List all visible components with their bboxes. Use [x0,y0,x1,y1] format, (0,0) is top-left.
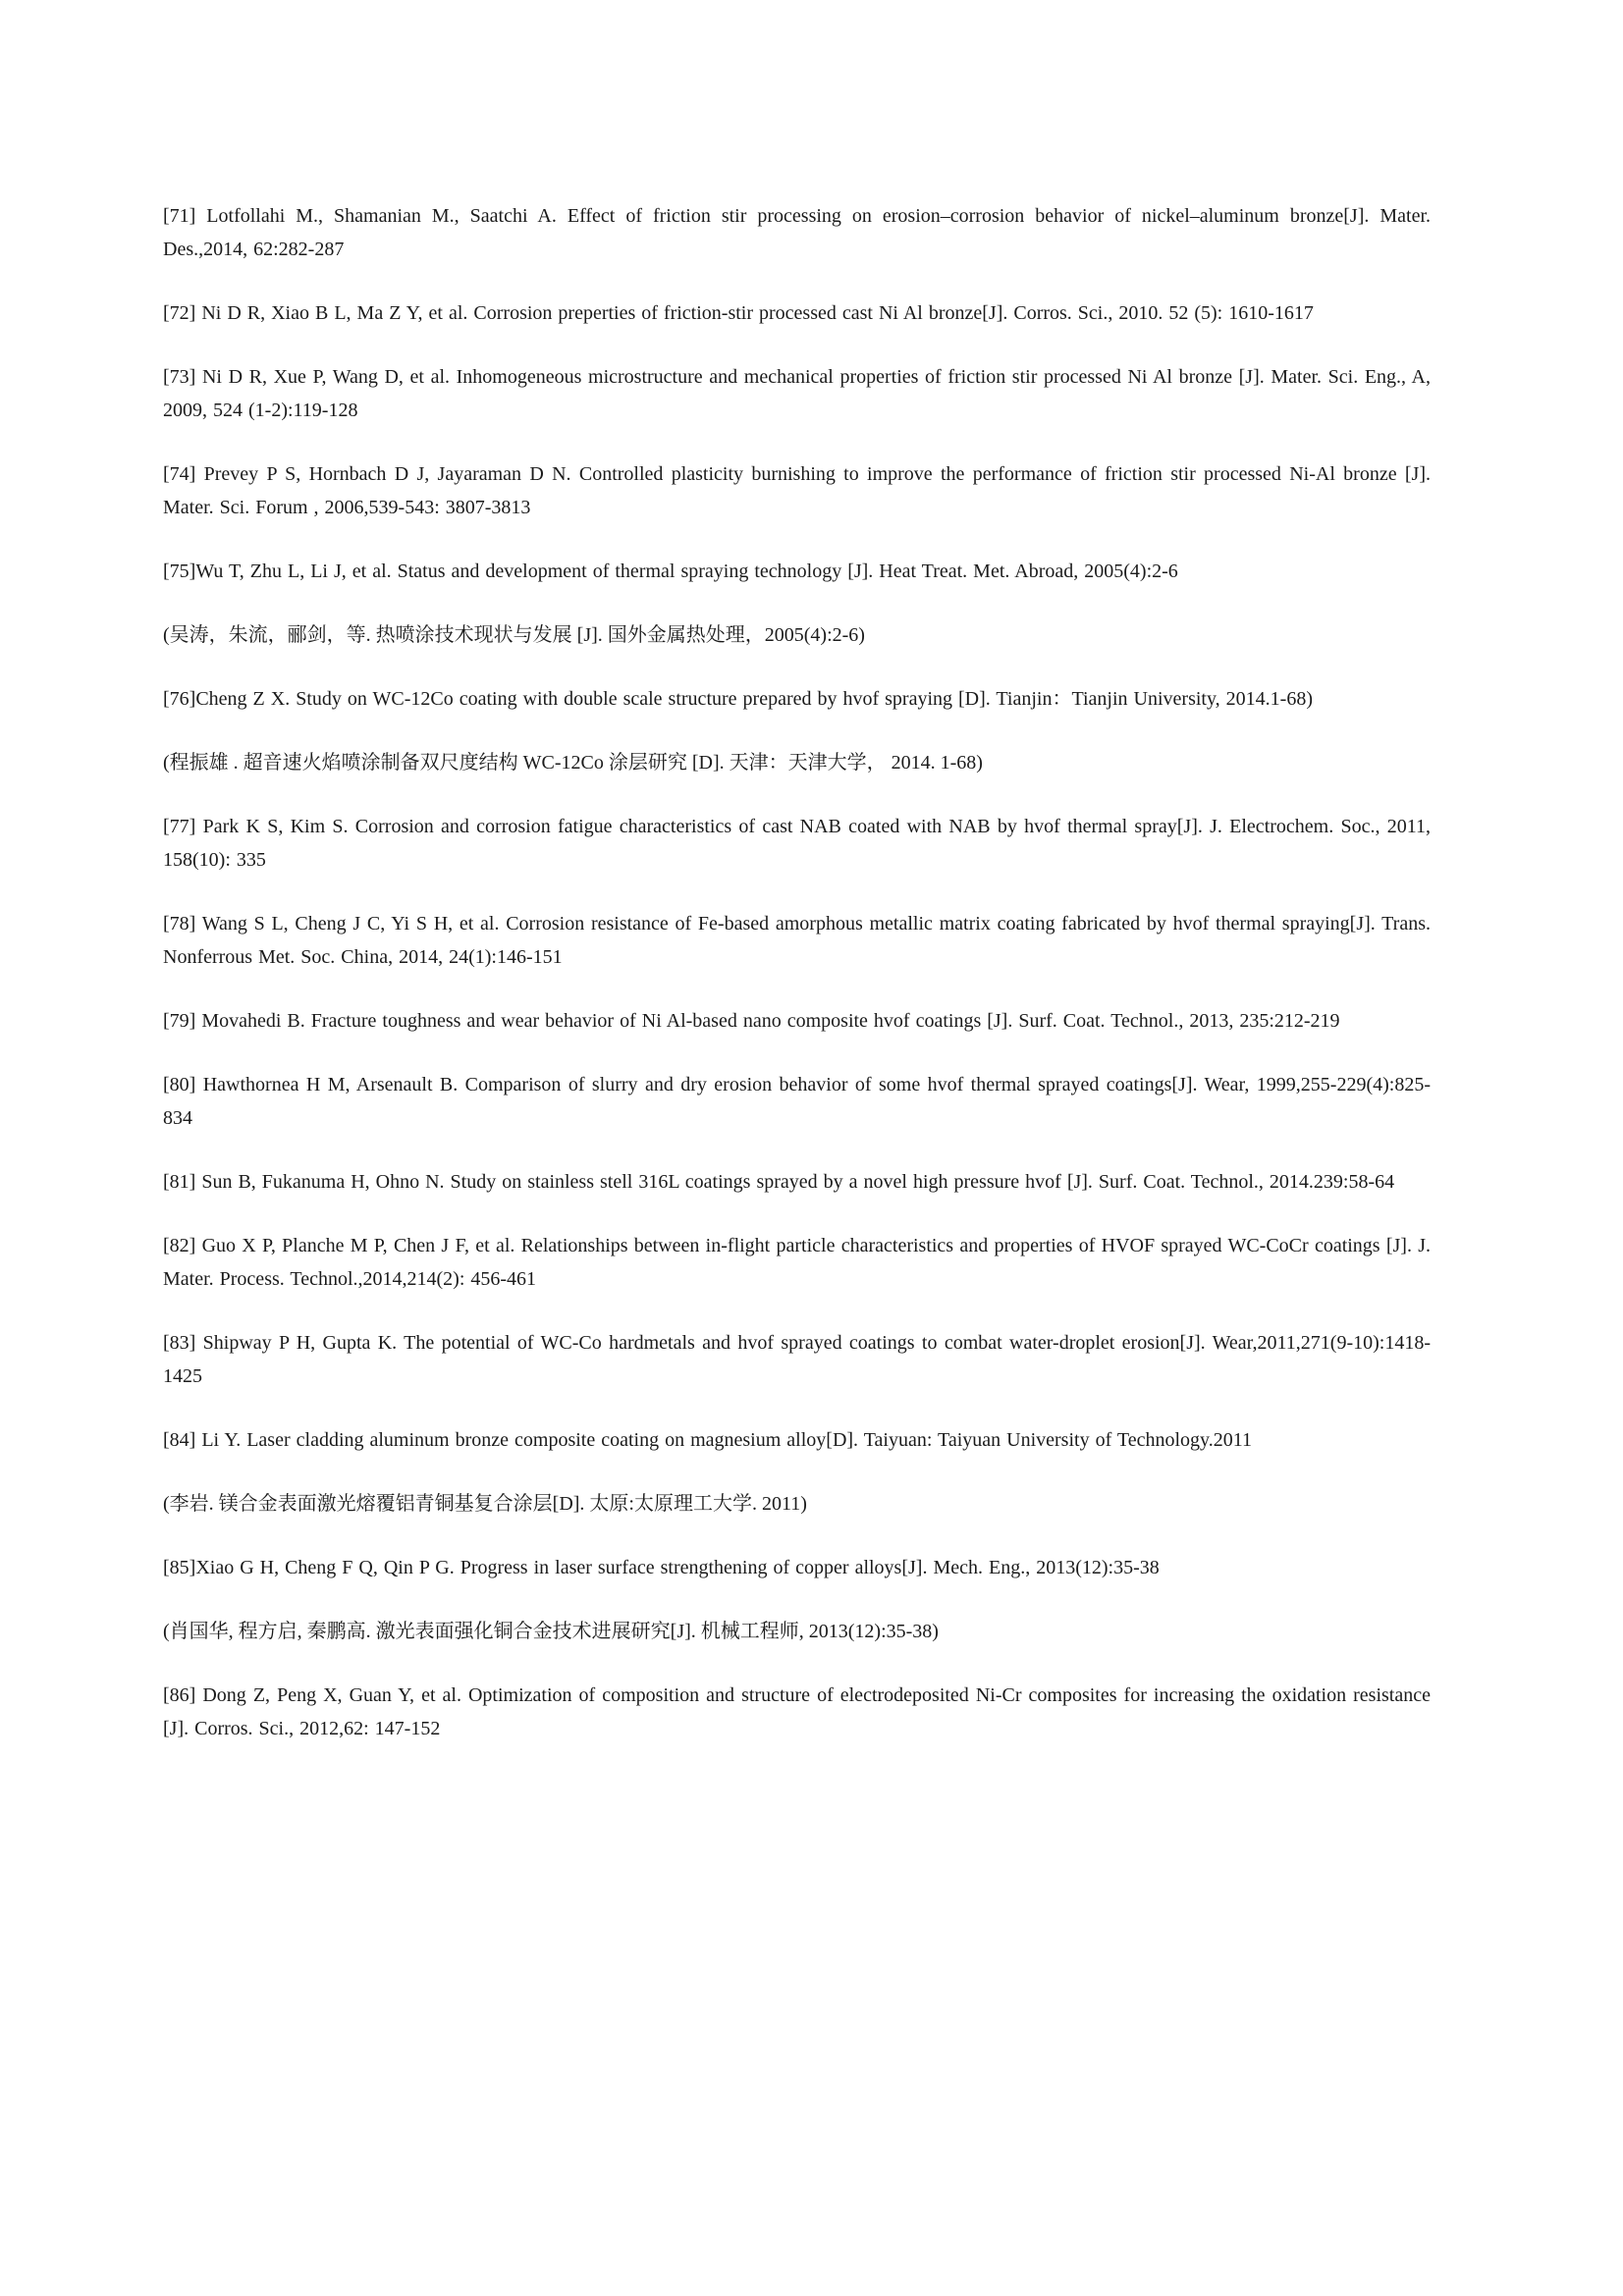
reference-entry-73: [73] Ni D R, Xue P, Wang D, et al. Inhomogeneous microstructure and mechanical properties of friction stir processed Ni Al bronze [J]. Mater. Sci. Eng., A, 2009, 524 (1-2):119-128 [163,366,1431,421]
reference-entry-78: [78] Wang S L, Cheng J C, Yi S H, et al. Corrosion resistance of Fe-based amorphous metallic matrix coating fabricated by hvof thermal spraying[J]. Trans. Nonferrous Met. Soc. China, 2014, 24(1):146-151 [163,913,1431,968]
reference-entry-76: [76]Cheng Z X. Study on WC-12Co coating with double scale structure prepared by hvof spraying [D]. Tianjin：Tianjin University, 2014.1-68) [163,688,1313,710]
reference-entry-74: [74] Prevey P S, Hornbach D J, Jayaraman D N. Controlled plasticity burnishing to improve the performance of friction stir processed Ni-Al bronze [J]. Mater. Sci. Forum , 2006,539-543: 3807-3813 [163,463,1431,518]
reference-entry-86: [86] Dong Z, Peng X, Guan Y, et al. Optimization of composition and structure of electrodeposited Ni-Cr composites for increasing the oxidation resistance [J]. Corros. Sci., 2012,62: 147-152 [163,1684,1431,1739]
reference-entry-75: [75]Wu T, Zhu L, Li J, et al. Status and development of thermal spraying technology [J]. Heat Treat. Met. Abroad, 2005(4):2-6 [163,561,1178,582]
reference-translation-76: (程振雄 . 超音速火焰喷涂制备双尺度结构 WC-12Co 涂层研究 [D]. 天津：天津大学， 2014. 1-68) [163,752,983,774]
reference-entry-84: [84] Li Y. Laser cladding aluminum bronze composite coating on magnesium alloy[D]. Taiyuan: Taiyuan University of Technology.2011 [163,1429,1252,1451]
reference-entry-71: [71] Lotfollahi M., Shamanian M., Saatchi A. Effect of friction stir processing on erosion–corrosion behavior of nickel–aluminum bronze[J]. Mater. Des.,2014, 62:282-287 [163,205,1431,260]
reference-entry-85: [85]Xiao G H, Cheng F Q, Qin P G. Progress in laser surface strengthening of copper alloys[J]. Mech. Eng., 2013(12):35-38 [163,1557,1160,1578]
reference-translation-84: (李岩. 镁合金表面激光熔覆铝青铜基复合涂层[D]. 太原:太原理工大学. 2011) [163,1493,807,1515]
reference-entry-72: [72] Ni D R, Xiao B L, Ma Z Y, et al. Corrosion preperties of friction-stir processed cast Ni Al bronze[J]. Corros. Sci., 2010. 52 (5): 1610-1617 [163,302,1314,324]
reference-entry-80: [80] Hawthornea H M, Arsenault B. Comparison of slurry and dry erosion behavior of some hvof thermal sprayed coatings[J]. Wear, 1999,255-229(4):825-834 [163,1074,1431,1129]
reference-translation-85: (肖国华, 程方启, 秦鹏高. 激光表面强化铜合金技术进展研究[J]. 机械工程师, 2013(12):35-38) [163,1621,939,1642]
reference-translation-75: (吴涛，朱流，郦剑，等. 热喷涂技术现状与发展 [J]. 国外金属热处理，2005(4):2-6) [163,624,865,646]
reference-entry-81: [81] Sun B, Fukanuma H, Ohno N. Study on stainless stell 316L coatings sprayed by a novel high pressure hvof [J]. Surf. Coat. Technol., 2014.239:58-64 [163,1171,1395,1193]
reference-entry-82: [82] Guo X P, Planche M P, Chen J F, et al. Relationships between in-flight particle characteristics and properties of HVOF sprayed WC-CoCr coatings [J]. J. Mater. Process. Technol.,2014,214(2): 456-461 [163,1235,1431,1290]
reference-entry-77: [77] Park K S, Kim S. Corrosion and corrosion fatigue characteristics of cast NAB coated with NAB by hvof thermal spray[J]. J. Electrochem. Soc., 2011, 158(10): 335 [163,816,1431,871]
reference-entry-83: [83] Shipway P H, Gupta K. The potential of WC-Co hardmetals and hvof sprayed coatings to combat water-droplet erosion[J]. Wear,2011,271(9-10):1418-1425 [163,1332,1431,1387]
reference-entry-79: [79] Movahedi B. Fracture toughness and wear behavior of Ni Al-based nano composite hvof coatings [J]. Surf. Coat. Technol., 2013, 235:212-219 [163,1010,1340,1032]
